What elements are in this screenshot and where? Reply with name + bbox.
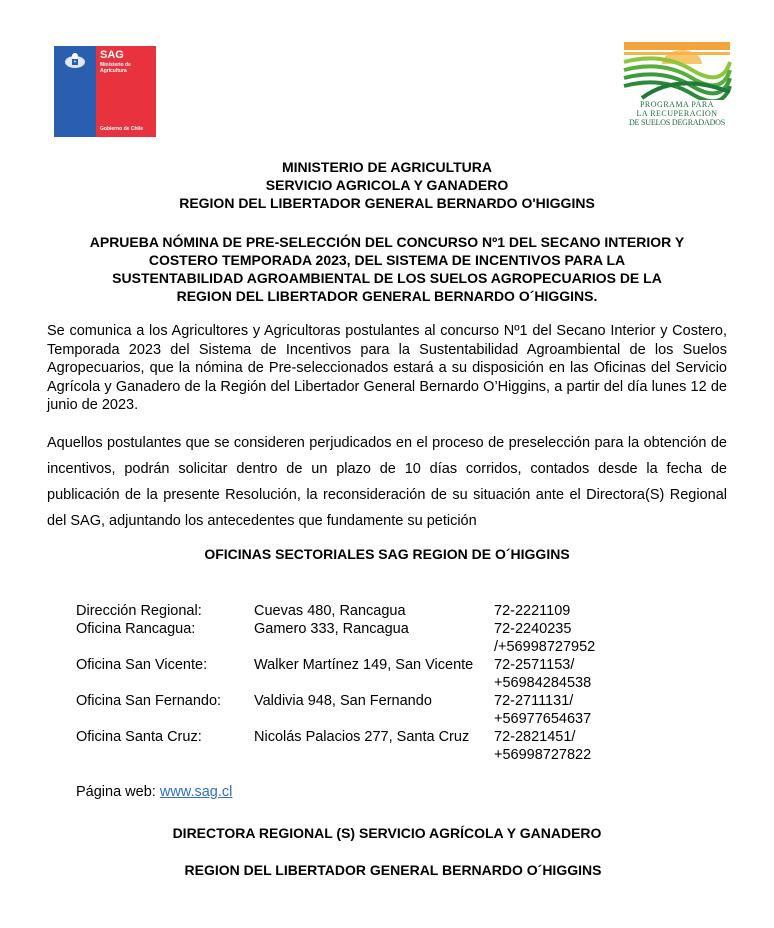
sag-logo-red-panel: [96, 46, 156, 137]
signature-line1: DIRECTORA REGIONAL (S) SERVICIO AGRÍCOLA Y GANADERO: [172, 825, 602, 841]
office-row: [76, 602, 614, 620]
sag-government: Gobierno de Chile: [100, 126, 144, 132]
sag-ministry: [100, 62, 131, 74]
office-phone: 72-2221109: [494, 603, 571, 619]
website-label: Página web:: [76, 784, 156, 800]
sag-ministry-line2: Agricultura: [100, 68, 127, 74]
programa-line2: LA RECUPERACION: [636, 109, 718, 118]
title-line1: APRUEBA NÓMINA DE PRE-SELECCIÓN DEL CONCURSO Nº1 DEL SECANO INTERIOR Y: [89, 234, 685, 250]
office-phone: 72-2571153/ +56984284538: [494, 657, 592, 691]
sag-acronym: SAG: [100, 49, 124, 61]
website-line: [76, 784, 232, 800]
office-row: [76, 692, 614, 728]
office-phone: 72-2711131/ +56977654637: [494, 693, 592, 727]
programa-line3: DE SUELOS DEGRADADOS: [628, 118, 725, 127]
paragraph-announcement: Se comunica a los Agricultores y Agricultoras postulantes al concurso Nº1 del Secano Interior y Costero, Temporada 2023 del Sistema de Incentivos para la Sustentabilidad Agroambiental de los Suelos Agropecuarios, que la nómina de Pre-seleccionados estará a su disposición en las Oficinas del Servicio Agrícola y Ganadero de la Región del Libertador General Bernardo O’Higgins, a partir del día lunes 12 de junio de 2023.: [47, 323, 727, 413]
title-line2: COSTERO TEMPORADA 2023, DEL SISTEMA DE INCENTIVOS PARA LA: [148, 252, 626, 268]
office-phone: 72-2240235 /+56998727952: [494, 621, 596, 655]
title-line3: SUSTENTABILIDAD AGROAMBIENTAL DE LOS SUELOS AGROPECUARIOS DE LA: [112, 270, 662, 286]
programa-logo: [622, 42, 732, 134]
office-row: [76, 620, 614, 656]
sag-logo-blue-panel: [54, 46, 96, 137]
office-address: Valdivia 948, San Fernando: [254, 693, 432, 709]
coat-of-arms-icon: [63, 52, 87, 70]
office-name: Oficina Rancagua:: [76, 621, 196, 637]
header-line2: SERVICIO AGRICOLA Y GANADERO: [265, 177, 509, 193]
programa-line1: PROGRAMA PARA: [639, 100, 714, 109]
header-line1: MINISTERIO DE AGRICULTURA: [282, 159, 492, 175]
offices-heading: OFICINAS SECTORIALES SAG REGION DE O´HIGGINS: [204, 546, 570, 562]
office-row: [76, 656, 614, 692]
website-link[interactable]: www.sag.cl: [159, 784, 233, 800]
signature-line2: REGION DEL LIBERTADOR GENERAL BERNARDO O´HIGGINS: [184, 862, 602, 878]
office-address: Walker Martínez 149, San Vicente: [254, 657, 474, 673]
office-name: Oficina San Fernando:: [76, 693, 222, 709]
ministry-header: [0, 158, 774, 212]
sunrise-fields-icon: [622, 42, 732, 100]
header-line3: REGION DEL LIBERTADOR GENERAL BERNARDO O'HIGGINS: [179, 195, 595, 211]
office-address: Nicolás Palacios 277, Santa Cruz: [254, 729, 470, 745]
offices-table: [76, 602, 614, 764]
paragraph-reconsideration: Aquellos postulantes que se consideren perjudicados en el proceso de preselección para la obtención de incentivos, podrán solicitar dentro de un plazo de 10 días corridos, contados desde la fecha de publicación de la presente Resolución, la reconsideración de su situación ante el Directora(S) Regional del SAG, adjuntando los antecedentes que fundamente su petición: [47, 435, 727, 529]
programa-text: [622, 100, 732, 127]
sag-ministry-line1: Ministerio de: [100, 62, 131, 68]
office-phone: 72-2821451/ +56998727822: [494, 729, 592, 763]
office-name: Dirección Regional:: [76, 603, 202, 619]
office-name: Oficina Santa Cruz:: [76, 729, 202, 745]
document-title: [0, 233, 774, 305]
title-line4: REGION DEL LIBERTADOR GENERAL BERNARDO O´HIGGINS.: [176, 288, 598, 304]
office-address: Gamero 333, Rancagua: [254, 621, 409, 637]
office-row: [76, 728, 614, 764]
office-name: Oficina San Vicente:: [76, 657, 208, 673]
sag-logo: [54, 46, 156, 137]
office-address: Cuevas 480, Rancagua: [254, 603, 406, 619]
